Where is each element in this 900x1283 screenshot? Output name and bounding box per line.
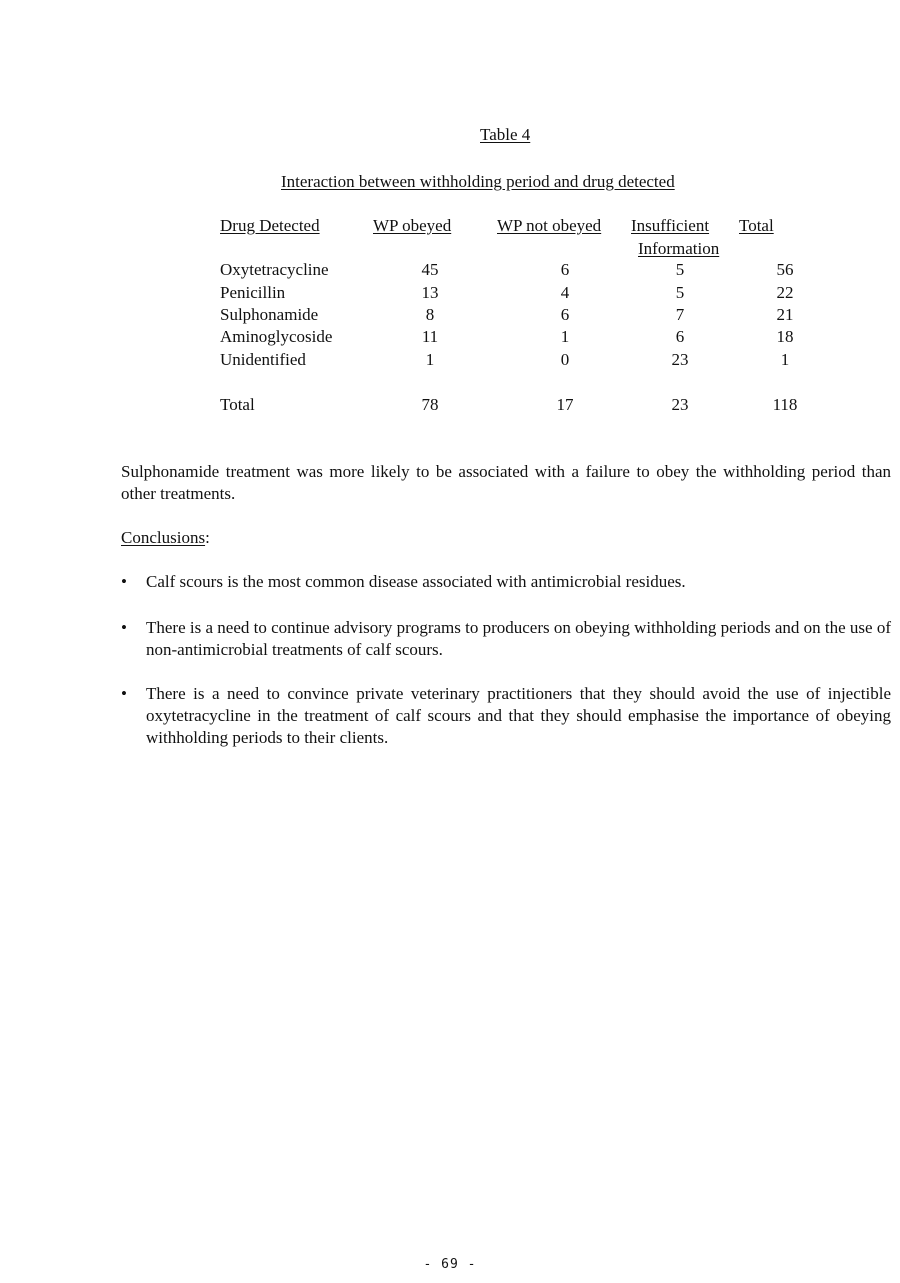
cell-total: 118 [772, 395, 798, 414]
bullet-icon: • [121, 618, 127, 637]
page-number: - 69 - [423, 1257, 477, 1272]
cell-drug: Total [220, 395, 255, 414]
cell-total: 56 [776, 260, 794, 279]
cell-wp-obeyed: 11 [421, 327, 439, 346]
cell-drug: Sulphonamide [220, 305, 319, 324]
bullet-text: There is a need to continue advisory programs to producers on obeying withholding periods and on the use of non-antimicrobial treatments of calf scours. [146, 618, 891, 660]
cell-wp-obeyed: 8 [425, 305, 435, 324]
cell-drug: Penicillin [220, 283, 286, 302]
conclusions-heading-text: Conclusions [121, 528, 206, 547]
cell-insufficient: 23 [671, 350, 689, 369]
cell-wp-obeyed: 13 [421, 283, 439, 302]
header-information: Information [638, 239, 720, 258]
header-wp-obeyed: WP obeyed [373, 216, 452, 235]
cell-wp-obeyed: 45 [421, 260, 439, 279]
cell-wp-not-obeyed: 17 [556, 395, 574, 414]
cell-drug: Oxytetracycline [220, 260, 329, 279]
cell-wp-not-obeyed: 6 [560, 260, 570, 279]
conclusions-heading-colon: : [205, 528, 210, 547]
header-drug-detected: Drug Detected [220, 216, 320, 235]
table-row [0, 326, 900, 348]
cell-total: 22 [776, 283, 794, 302]
cell-wp-not-obeyed: 1 [560, 327, 570, 346]
cell-insufficient: 7 [675, 305, 685, 324]
table-total-row [0, 394, 900, 416]
summary-paragraph: Sulphonamide treatment was more likely to be associated with a failure to obey the withholding period than other treatments. [121, 462, 891, 504]
cell-wp-obeyed: 78 [421, 395, 439, 414]
bullet-icon: • [121, 572, 127, 591]
cell-drug: Unidentified [220, 350, 306, 369]
table-row [0, 304, 900, 326]
cell-wp-obeyed: 1 [425, 350, 435, 369]
bullet-text: There is a need to convince private veterinary practitioners that they should avoid the use of injectible oxytetracycline in the treatment of calf scours and that they should emphasise the importance of obeying withholding periods to their clients. [146, 684, 891, 748]
cell-drug: Aminoglycoside [220, 327, 333, 346]
cell-insufficient: 5 [675, 283, 685, 302]
bullet-icon: • [121, 684, 127, 703]
table-row [0, 282, 900, 304]
cell-insufficient: 6 [675, 327, 685, 346]
cell-insufficient: 5 [675, 260, 685, 279]
cell-insufficient: 23 [671, 395, 689, 414]
cell-total: 1 [780, 350, 790, 369]
cell-total: 18 [776, 327, 794, 346]
table-title: Table 4 [480, 125, 531, 144]
table-row [0, 349, 900, 371]
header-total: Total [739, 216, 774, 235]
table-subtitle: Interaction between withholding period and drug detected [281, 172, 675, 191]
cell-wp-not-obeyed: 6 [560, 305, 570, 324]
conclusions-heading [121, 527, 210, 549]
cell-total: 21 [776, 305, 794, 324]
header-insufficient: Insufficient [631, 216, 710, 235]
header-wp-not-obeyed: WP not obeyed [497, 216, 602, 235]
table-row [0, 259, 900, 281]
bullet-text: Calf scours is the most common disease associated with antimicrobial residues. [146, 572, 686, 591]
cell-wp-not-obeyed: 0 [560, 350, 570, 369]
cell-wp-not-obeyed: 4 [560, 283, 570, 302]
